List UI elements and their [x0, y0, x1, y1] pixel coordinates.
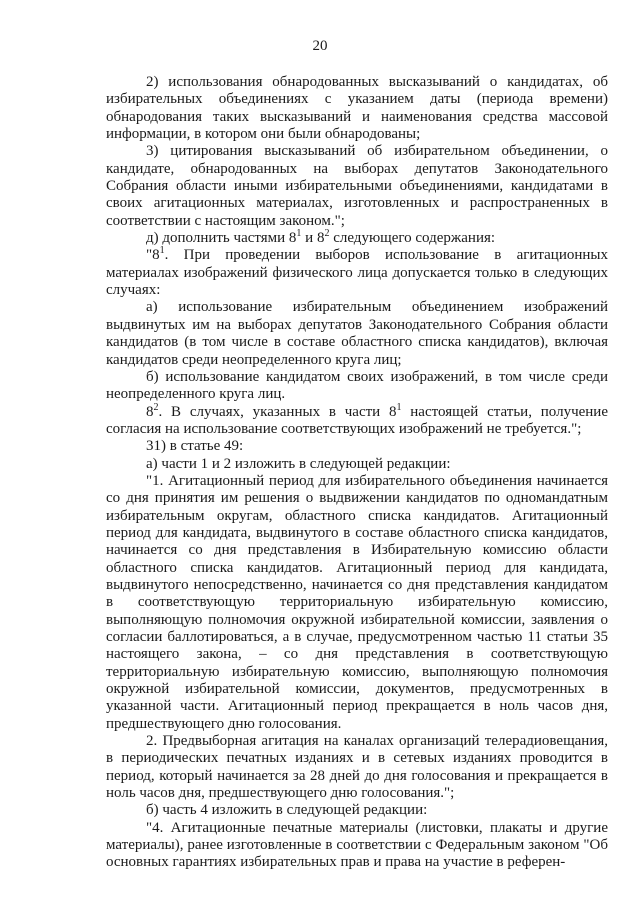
superscript: 2 — [153, 401, 159, 413]
paragraph: 3) цитирования высказываний об избирательном объединении, о кандидате, обнародованных на выборах депутатов Законодательного Собрания области иными избирательными объединениями, кандидатами в своих агитационных материалах, изготовленных и распространенных в соответствии с настоящим законом."; — [106, 143, 608, 229]
paragraph: б) использование кандидатом своих изображений, в том числе среди неопределенного круга лиц. — [106, 368, 608, 403]
text-run: 8 — [146, 403, 154, 420]
paragraph — [106, 230, 608, 247]
paragraph: 31) в статье 49: — [146, 438, 244, 455]
paragraph: 2) использования обнародованных высказываний о кандидатах, об избирательных объединениях с указанием даты (периода времени) обнародования таких высказываний и наименования средства массовой информации, в котором они были обнародованы; — [106, 74, 608, 143]
superscript: 1 — [296, 228, 302, 240]
superscript: 1 — [159, 245, 165, 257]
paragraph — [106, 401, 608, 439]
text-run: следующего содержания: — [329, 230, 496, 247]
paragraph: а) части 1 и 2 изложить в следующей редакции: — [146, 455, 451, 472]
paragraph: б) часть 4 изложить в следующей редакции: — [146, 802, 428, 819]
page-number: 20 — [312, 38, 328, 54]
text-run: и 8 — [301, 230, 325, 247]
superscript: 2 — [324, 228, 330, 240]
text-run: настоящей статьи, получение согласия на использование соответствующих изображений не требуется."; — [106, 403, 608, 437]
text-run: д) дополнить частями 8 — [146, 230, 297, 247]
paragraph — [106, 247, 608, 299]
text-run: . В случаях, указанных в части 8 — [158, 403, 397, 420]
text-run: . При проведении выборов использование в агитационных материалах изображений физического лица допускается только в следующих случаях: — [106, 247, 608, 299]
superscript: 1 — [396, 401, 402, 413]
text-run: "8 — [146, 247, 160, 264]
paragraph: "4. Агитационные печатные материалы (листовки, плакаты и другие материалы), ранее изготовленные в соответствии с Федеральным законом "Об основных гарантиях избирательных прав и права на участие в референ- — [106, 819, 608, 871]
paragraph: а) использование избирательным объединением изображений выдвинутых им на выборах депутатов Законодательного Собрания области кандидатов (в том числе в составе областного списка кандидатов), включая кандидатов среди неопределенного круга лиц; — [106, 299, 608, 368]
paragraph: "1. Агитационный период для избирательного объединения начинается со дня принятия им решения о выдвижении кандидатов по одномандатным избирательным округам, областного списка кандидатов. Агитационный период для кандидата, выдвинутого в составе областного списка кандидатов, начинается со дня представления в Избирательную комиссию области областного списка кандидатов. Агитационный период для кандидата, выдвинутого непосредственно, начинается со дня представления кандидатом в соответствующую территориальную избирательную комиссию, выполняющую полномочия окружной избирательной комиссии, заявления о согласии баллотироваться, а в случае, предусмотренном частью 11 статьи 35 настоящего закона, – со дня представления в соответствующую территориальную избирательную комиссию, выполняющую полномочия окружной избирательной комиссии, документов, предусмотренных в указанной части. Агитационный период прекращается в ноль часов дня, предшествующего дню голосования. — [106, 472, 608, 732]
paragraph: 2. Предвыборная агитация на каналах организаций телерадиовещания, в периодических печатных изданиях и в сетевых изданиях проводится в период, который начинается за 28 дней до дня голосования и прекращается в ноль часов дня, предшествующего дню голосования."; — [106, 733, 608, 802]
body-text — [106, 74, 608, 872]
